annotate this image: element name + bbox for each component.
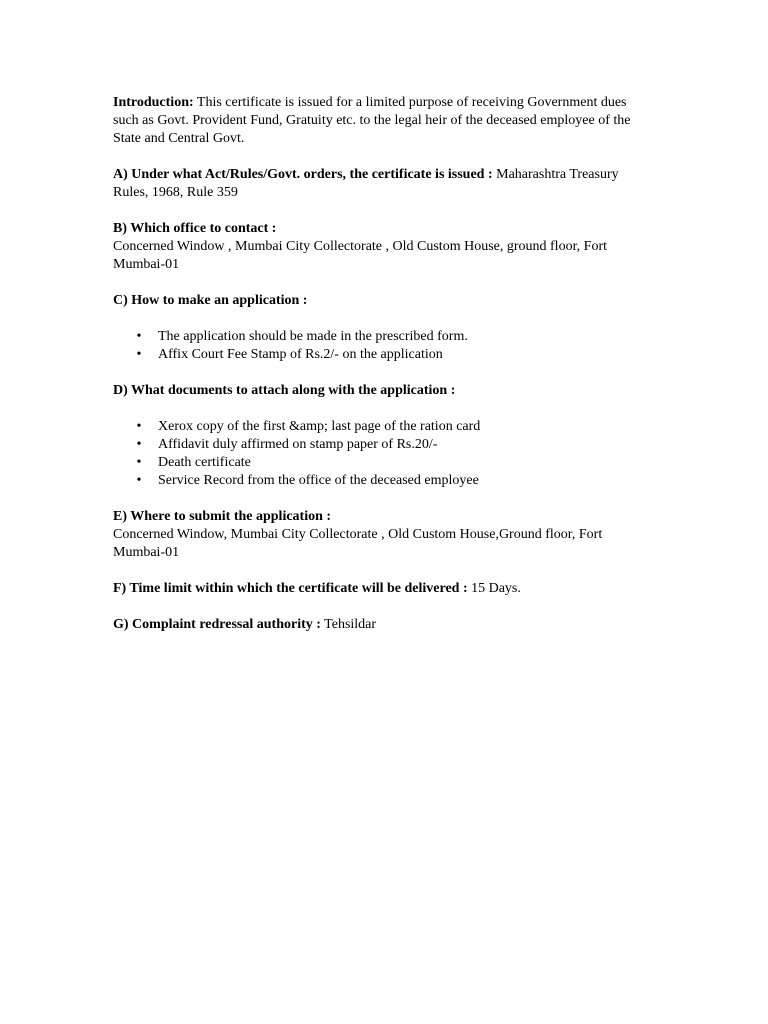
section-e-label: E) Where to submit the application : <box>113 509 332 524</box>
list-item <box>136 436 653 454</box>
section-g-paragraph <box>113 616 653 634</box>
introduction-text: This certificate is issued for a limited purpose of receiving Government dues such as Govt. Provident Fund, Gratuity etc. to the legal heir of the deceased employee of the State and Central Govt. <box>113 95 631 146</box>
section-d-list <box>113 418 653 490</box>
list-item-text: Xerox copy of the first &amp; last page of the ration card <box>158 419 481 434</box>
introduction-label: Introduction: <box>113 95 194 110</box>
section-g-text: Tehsildar <box>320 617 377 632</box>
bullet-icon: • <box>136 455 142 470</box>
list-item-text: Affix Court Fee Stamp of Rs.2/- on the application <box>158 347 443 362</box>
list-item <box>136 328 653 346</box>
section-a-paragraph <box>113 166 653 202</box>
section-c-list <box>113 328 653 364</box>
bullet-icon: • <box>136 329 142 344</box>
bullet-icon: • <box>136 437 142 452</box>
section-c-label: C) How to make an application : <box>113 293 308 308</box>
section-e-text: Concerned Window, Mumbai City Collectorate , Old Custom House,Ground floor, Fort Mumbai-01 <box>113 527 603 560</box>
section-b-label: B) Which office to contact : <box>113 221 277 236</box>
list-item <box>136 454 653 472</box>
section-c-heading <box>113 292 653 310</box>
bullet-icon: • <box>136 419 142 434</box>
bullet-icon: • <box>136 347 142 362</box>
section-d-heading <box>113 382 653 400</box>
section-f-text: 15 Days. <box>467 581 521 596</box>
list-item <box>136 346 653 364</box>
section-a-text: Maharashtra Treasury Rules, 1968, Rule 359 <box>113 167 619 200</box>
section-f-paragraph <box>113 580 653 598</box>
document-page <box>113 94 653 652</box>
section-f-label: F) Time limit within which the certificate will be delivered : <box>113 581 468 596</box>
list-item-text: The application should be made in the prescribed form. <box>158 329 468 344</box>
section-b-text: Concerned Window , Mumbai City Collectorate , Old Custom House, ground floor, Fort Mumbai-01 <box>113 239 608 272</box>
list-item-text: Affidavit duly affirmed on stamp paper of Rs.20/- <box>158 437 438 452</box>
section-a-label: A) Under what Act/Rules/Govt. orders, the certificate is issued : <box>113 167 493 182</box>
bullet-icon: • <box>136 473 142 488</box>
section-d-label: D) What documents to attach along with the application : <box>113 383 456 398</box>
list-item-text: Service Record from the office of the deceased employee <box>158 473 479 488</box>
introduction-paragraph <box>113 94 653 148</box>
section-b-paragraph <box>113 220 653 274</box>
list-item <box>136 472 653 490</box>
list-item-text: Death certificate <box>158 455 251 470</box>
section-g-label: G) Complaint redressal authority : <box>113 617 321 632</box>
list-item <box>136 418 653 436</box>
section-e-paragraph <box>113 508 653 562</box>
